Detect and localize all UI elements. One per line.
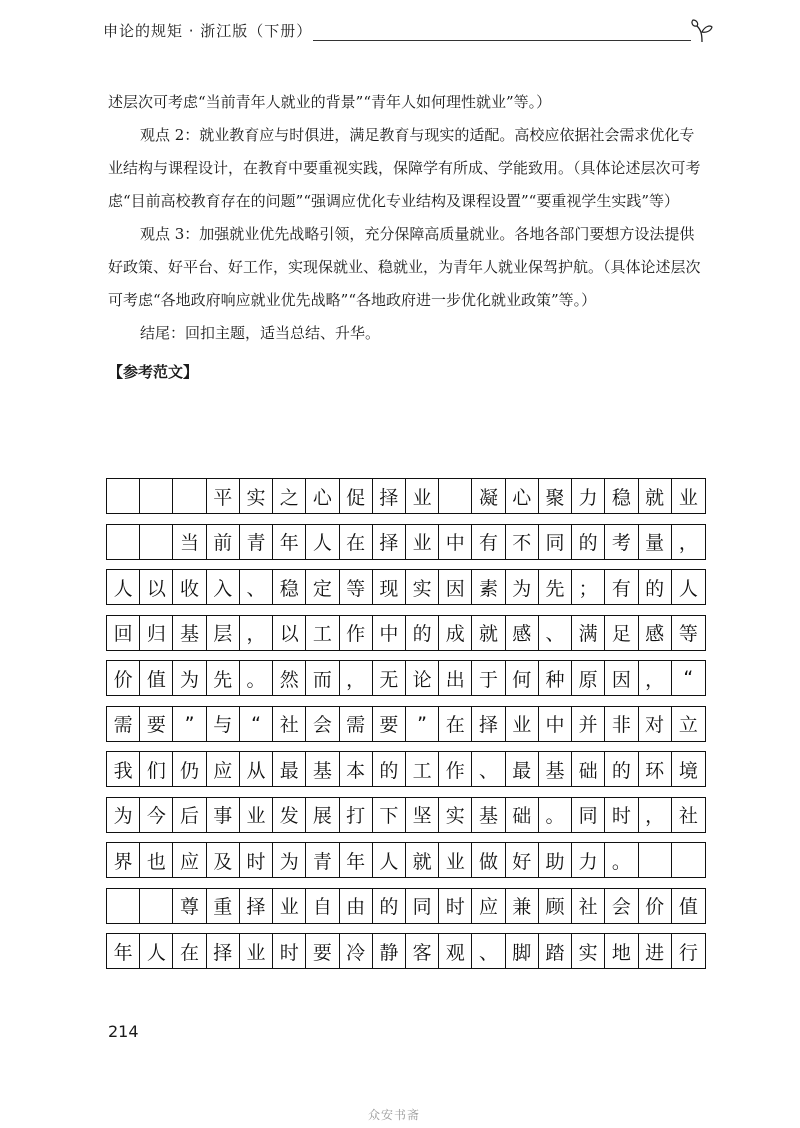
essay-grid-cell: 社 bbox=[572, 889, 605, 923]
essay-grid-cell: 础 bbox=[506, 798, 539, 832]
essay-grid-cell: 因 bbox=[439, 570, 472, 604]
essay-grid-cell: 以 bbox=[273, 616, 306, 650]
essay-grid-cell: ； bbox=[572, 570, 605, 604]
outline-paragraph: 结尾：回扣主题，适当总结、升华。 bbox=[140, 324, 381, 342]
essay-grid-cell: 无 bbox=[373, 661, 406, 695]
essay-grid-cell: 值 bbox=[678, 896, 698, 918]
essay-grid-cell: 打 bbox=[340, 798, 373, 832]
essay-grid-cell bbox=[439, 479, 472, 513]
essay-grid-cell: 实 bbox=[439, 798, 472, 832]
essay-grid-cell: 业 bbox=[406, 525, 439, 559]
essay-grid-cell: 于 bbox=[472, 661, 505, 695]
essay-grid-cell bbox=[140, 525, 173, 559]
essay-grid-cell: 我 bbox=[107, 752, 140, 786]
essay-grid-cell: 时 bbox=[439, 889, 472, 923]
page-number: 214 bbox=[108, 1022, 139, 1041]
essay-grid-row bbox=[106, 888, 706, 924]
essay-grid-cell: 当 bbox=[173, 525, 206, 559]
essay-grid-cell: 尊 bbox=[173, 889, 206, 923]
essay-grid-cell: 前 bbox=[207, 525, 240, 559]
essay-grid-cell: 基 bbox=[173, 616, 206, 650]
essay-grid-cell: 业 bbox=[678, 486, 698, 509]
essay-grid-cell: 同 bbox=[539, 525, 572, 559]
essay-grid-cell bbox=[173, 479, 206, 513]
essay-grid-cell: 。 bbox=[240, 661, 273, 695]
header-rule bbox=[313, 40, 691, 41]
essay-grid-cell: “ bbox=[240, 707, 273, 741]
essay-grid-cell: 业 bbox=[506, 707, 539, 741]
essay-grid-cell bbox=[107, 479, 140, 513]
essay-grid-cell: 先 bbox=[207, 661, 240, 695]
essay-grid-cell: 境 bbox=[678, 759, 698, 782]
essay-grid-cell: 出 bbox=[439, 661, 472, 695]
leaf-ornament-icon bbox=[689, 18, 715, 44]
essay-grid-cell: 就 bbox=[639, 479, 672, 513]
essay-grid-cell: 要 bbox=[373, 707, 406, 741]
essay-grid-cell: 们 bbox=[140, 752, 173, 786]
essay-grid-cell: 踏 bbox=[539, 934, 572, 968]
essay-grid-cell: 量 bbox=[639, 525, 672, 559]
essay-grid-cell: 在 bbox=[439, 707, 472, 741]
book-title: 申论的规矩 · 浙江版（下册） bbox=[103, 22, 313, 40]
essay-grid-cell: 、 bbox=[472, 752, 505, 786]
watermark: 众安书斋 bbox=[368, 1108, 421, 1122]
essay-grid-cell: 环 bbox=[639, 752, 672, 786]
outline-paragraph: 观点 3：加强就业优先战略引领，充分保障高质量就业。各地各部门要想方设法提供好政策、好平台、好工作，实现保就业、稳就业，为青年人就业保驾护航。（具体论述层次可考虑“各地政府响应就业优先战略”“各地政府进一步优化就业政策”等。） bbox=[108, 225, 701, 309]
essay-grid-cell: 最 bbox=[273, 752, 306, 786]
essay-grid-cell: 而 bbox=[306, 661, 339, 695]
essay-grid-cell: 业 bbox=[439, 843, 472, 877]
essay-grid-cell: 及 bbox=[207, 843, 240, 877]
essay-grid-cell bbox=[107, 525, 140, 559]
essay-grid-cell: 地 bbox=[605, 934, 638, 968]
essay-grid-cell: 原 bbox=[572, 661, 605, 695]
essay-grid-cell: 稳 bbox=[273, 570, 306, 604]
essay-grid-cell: 素 bbox=[472, 570, 505, 604]
essay-grid-row bbox=[106, 660, 706, 696]
essay-grid-row bbox=[106, 751, 706, 787]
essay-grid-cell: 并 bbox=[572, 707, 605, 741]
essay-grid-cell: 为 bbox=[107, 798, 140, 832]
essay-grid-cell: 择 bbox=[373, 525, 406, 559]
essay-grid-cell: 工 bbox=[306, 616, 339, 650]
essay-grid-cell: 择 bbox=[207, 934, 240, 968]
essay-grid-cell: 业 bbox=[240, 798, 273, 832]
essay-grid-cell: 、 bbox=[472, 934, 505, 968]
essay-grid-cell: 。 bbox=[605, 843, 638, 877]
essay-grid-cell: 好 bbox=[506, 843, 539, 877]
essay-grid-cell: 价 bbox=[107, 661, 140, 695]
essay-grid-cell: 应 bbox=[207, 752, 240, 786]
essay-grid-cell: 足 bbox=[605, 616, 638, 650]
essay-grid-cell: 静 bbox=[373, 934, 406, 968]
essay-grid-cell: 的 bbox=[406, 616, 439, 650]
essay-grid-cell: 最 bbox=[506, 752, 539, 786]
essay-grid-cell: 有 bbox=[472, 525, 505, 559]
essay-grid-cell: 基 bbox=[539, 752, 572, 786]
essay-grid-cell: 的 bbox=[639, 570, 672, 604]
essay-grid-cell: 在 bbox=[173, 934, 206, 968]
essay-grid-cell bbox=[140, 479, 173, 513]
essay-grid-cell: 助 bbox=[539, 843, 572, 877]
essay-grid-row bbox=[106, 524, 706, 560]
essay-grid-cell: 观 bbox=[439, 934, 472, 968]
essay-grid-cell: 的 bbox=[373, 889, 406, 923]
essay-grid-cell: 时 bbox=[605, 798, 638, 832]
essay-grid-cell: 值 bbox=[140, 661, 173, 695]
essay-grid-cell: 坚 bbox=[406, 798, 439, 832]
essay-grid-cell: 实 bbox=[240, 479, 273, 513]
essay-grid-cell: 不 bbox=[506, 525, 539, 559]
essay-grid-cell: 平 bbox=[207, 479, 240, 513]
essay-grid-cell: 界 bbox=[107, 843, 140, 877]
outline-paragraph: 观点 2：就业教育应与时俱进，满足教育与现实的适配。高校应依据社会需求优化专业结构与课程设计，在教育中要重视实践，保障学有所成、学能致用。（具体论述层次可考虑“目前高校教育存在的问题”“强调应优化专业结构及课程设置”“要重视学生实践”等） bbox=[108, 126, 701, 210]
essay-grid-cell: 先 bbox=[539, 570, 572, 604]
essay-grid-cell: 入 bbox=[207, 570, 240, 604]
essay-grid-cell: 作 bbox=[340, 616, 373, 650]
essay-grid-cell: 成 bbox=[439, 616, 472, 650]
essay-grid-cell: 青 bbox=[306, 843, 339, 877]
essay-grid-cell: 本 bbox=[340, 752, 373, 786]
essay-grid-cell: 就 bbox=[472, 616, 505, 650]
essay-grid-cell: “ bbox=[683, 667, 694, 689]
essay-grid-cell: 社 bbox=[273, 707, 306, 741]
essay-grid-cell: 社 bbox=[678, 805, 698, 827]
essay-grid-cell: 后 bbox=[173, 798, 206, 832]
essay-grid-cell: 心 bbox=[306, 479, 339, 513]
essay-grid-cell: 需 bbox=[107, 707, 140, 741]
essay-grid-row bbox=[106, 569, 706, 605]
essay-grid-cell: 要 bbox=[306, 934, 339, 968]
essay-grid-row bbox=[106, 615, 706, 651]
essay-grid-cell: 有 bbox=[605, 570, 638, 604]
essay-grid-cell: 何 bbox=[506, 661, 539, 695]
essay-grid-cell: 回 bbox=[107, 616, 140, 650]
essay-grid-cell: 中 bbox=[539, 707, 572, 741]
essay-grid-cell: 脚 bbox=[506, 934, 539, 968]
essay-grid-row bbox=[106, 797, 706, 833]
essay-grid-cell: 凝 bbox=[472, 479, 505, 513]
essay-grid-cell: 之 bbox=[273, 479, 306, 513]
essay-grid-cell: 中 bbox=[373, 616, 406, 650]
essay-grid-cell: 人 bbox=[107, 570, 140, 604]
essay-grid-cell: 进 bbox=[639, 934, 672, 968]
essay-grid-cell: 做 bbox=[472, 843, 505, 877]
essay-grid-cell: 感 bbox=[639, 616, 672, 650]
essay-grid-cell: 人 bbox=[306, 525, 339, 559]
essay-grid-cell: 考 bbox=[605, 525, 638, 559]
page-header bbox=[103, 18, 713, 44]
essay-grid-cell: 择 bbox=[472, 707, 505, 741]
essay-grid-cell: 业 bbox=[406, 479, 439, 513]
essay-grid-cell: 然 bbox=[273, 661, 306, 695]
essay-grid-cell: 以 bbox=[140, 570, 173, 604]
essay-grid-cell: 同 bbox=[572, 798, 605, 832]
essay-grid-cell: 人 bbox=[678, 577, 698, 600]
essay-grid-cell: 同 bbox=[406, 889, 439, 923]
essay-grid-cell: 应 bbox=[173, 843, 206, 877]
essay-grid-cell: 现 bbox=[373, 570, 406, 604]
essay-grid-cell: 年 bbox=[340, 843, 373, 877]
essay-grid-cell: 人 bbox=[373, 843, 406, 877]
section-title: 【参考范文】 bbox=[108, 363, 199, 381]
essay-grid-cell: 择 bbox=[240, 889, 273, 923]
essay-grid-cell: 聚 bbox=[539, 479, 572, 513]
essay-grid-cell: ， bbox=[639, 661, 672, 695]
essay-grid-cell: 的 bbox=[373, 752, 406, 786]
essay-grid-cell: 论 bbox=[406, 661, 439, 695]
essay-grid-cell: 等 bbox=[678, 623, 698, 645]
essay-grid-cell: 冷 bbox=[340, 934, 373, 968]
essay-grid-cell: 业 bbox=[273, 889, 306, 923]
essay-grid-cell: 年 bbox=[107, 934, 140, 968]
essay-grid-cell: 定 bbox=[306, 570, 339, 604]
essay-grid-cell: 发 bbox=[273, 798, 306, 832]
essay-grid-cell: 客 bbox=[406, 934, 439, 968]
essay-grid-cell: 年 bbox=[273, 525, 306, 559]
essay-grid-cell: 力 bbox=[572, 843, 605, 877]
essay-grid-cell: 为 bbox=[273, 843, 306, 877]
essay-grid-cell: 事 bbox=[207, 798, 240, 832]
essay-grid-cell: 顾 bbox=[539, 889, 572, 923]
essay-grid-cell: ， bbox=[678, 532, 698, 554]
essay-grid-cell: 实 bbox=[572, 934, 605, 968]
essay-grid-cell: 力 bbox=[572, 479, 605, 513]
essay-grid-cell: 应 bbox=[472, 889, 505, 923]
essay-grid-cell: 今 bbox=[140, 798, 173, 832]
essay-grid-cell: 时 bbox=[273, 934, 306, 968]
essay-grid-cell: 中 bbox=[439, 525, 472, 559]
essay-grid-cell: 价 bbox=[639, 889, 672, 923]
essay-grid-cell: 业 bbox=[240, 934, 273, 968]
essay-grid-cell: ， bbox=[340, 661, 373, 695]
essay-grid-cell: 促 bbox=[340, 479, 373, 513]
essay-grid-cell: 从 bbox=[240, 752, 273, 786]
essay-grid-cell: 为 bbox=[506, 570, 539, 604]
essay-grid-cell: 收 bbox=[173, 570, 206, 604]
essay-grid-row bbox=[106, 706, 706, 742]
essay-grid-cell: 的 bbox=[605, 752, 638, 786]
essay-grid-cell: 需 bbox=[340, 707, 373, 741]
essay-grid-cell: 在 bbox=[340, 525, 373, 559]
essay-grid-cell: 兼 bbox=[506, 889, 539, 923]
essay-grid-cell: ” bbox=[173, 707, 206, 741]
essay-grid-row bbox=[106, 842, 706, 878]
essay-grid-cell: 就 bbox=[406, 843, 439, 877]
essay-grid-cell: 基 bbox=[306, 752, 339, 786]
essay-grid-cell: 工 bbox=[406, 752, 439, 786]
essay-grid-cell: 重 bbox=[207, 889, 240, 923]
essay-grid-cell: 满 bbox=[572, 616, 605, 650]
essay-grid-cell: 也 bbox=[140, 843, 173, 877]
essay-grid-cell: 实 bbox=[406, 570, 439, 604]
essay-grid-cell: 立 bbox=[678, 714, 698, 736]
essay-grid-cell: 非 bbox=[605, 707, 638, 741]
essay-grid-cell: 础 bbox=[572, 752, 605, 786]
essay-grid-cell: 心 bbox=[506, 479, 539, 513]
essay-grid-cell: 由 bbox=[340, 889, 373, 923]
essay-grid-cell: 行 bbox=[678, 941, 698, 964]
essay-grid-cell: 种 bbox=[539, 661, 572, 695]
essay-grid-cell: 。 bbox=[539, 798, 572, 832]
essay-grid-cell: 为 bbox=[173, 661, 206, 695]
essay-grid-cell: 会 bbox=[306, 707, 339, 741]
outline-paragraph: 述层次可考虑“当前青年人就业的背景”“青年人如何理性就业”等。） bbox=[108, 93, 552, 111]
essay-grid-cell: 展 bbox=[306, 798, 339, 832]
essay-grid-cell: 仍 bbox=[173, 752, 206, 786]
essay-grid-cell: 人 bbox=[140, 934, 173, 968]
essay-grid-cell: 感 bbox=[506, 616, 539, 650]
essay-grid-cell: ” bbox=[406, 707, 439, 741]
essay-grid-cell: 、 bbox=[240, 570, 273, 604]
essay-grid-cell: 时 bbox=[240, 843, 273, 877]
essay-grid-cell: 自 bbox=[306, 889, 339, 923]
essay-grid-cell: 会 bbox=[605, 889, 638, 923]
essay-grid-cell: 对 bbox=[639, 707, 672, 741]
essay-outline bbox=[108, 86, 708, 389]
essay-grid-cell: 归 bbox=[140, 616, 173, 650]
essay-grid-cell: 要 bbox=[140, 707, 173, 741]
essay-grid-cell bbox=[672, 843, 705, 877]
essay-grid-cell: 青 bbox=[240, 525, 273, 559]
essay-grid-cell: 择 bbox=[373, 479, 406, 513]
essay-grid-row bbox=[106, 478, 706, 514]
essay-grid-cell: 等 bbox=[340, 570, 373, 604]
essay-grid-cell bbox=[140, 889, 173, 923]
essay-grid-cell: ， bbox=[639, 798, 672, 832]
essay-grid-cell: 的 bbox=[572, 525, 605, 559]
essay-grid-cell: ， bbox=[240, 616, 273, 650]
essay-grid-row bbox=[106, 933, 706, 969]
essay-grid-cell: 作 bbox=[439, 752, 472, 786]
essay-grid-cell: 因 bbox=[605, 661, 638, 695]
essay-grid-cell: 下 bbox=[373, 798, 406, 832]
essay-grid-cell bbox=[107, 889, 140, 923]
essay-grid-cell: 稳 bbox=[605, 479, 638, 513]
essay-grid-cell: 基 bbox=[472, 798, 505, 832]
essay-grid-cell: 层 bbox=[207, 616, 240, 650]
essay-grid-cell: 与 bbox=[207, 707, 240, 741]
essay-grid-cell: 、 bbox=[539, 616, 572, 650]
essay-grid-cell bbox=[639, 843, 672, 877]
